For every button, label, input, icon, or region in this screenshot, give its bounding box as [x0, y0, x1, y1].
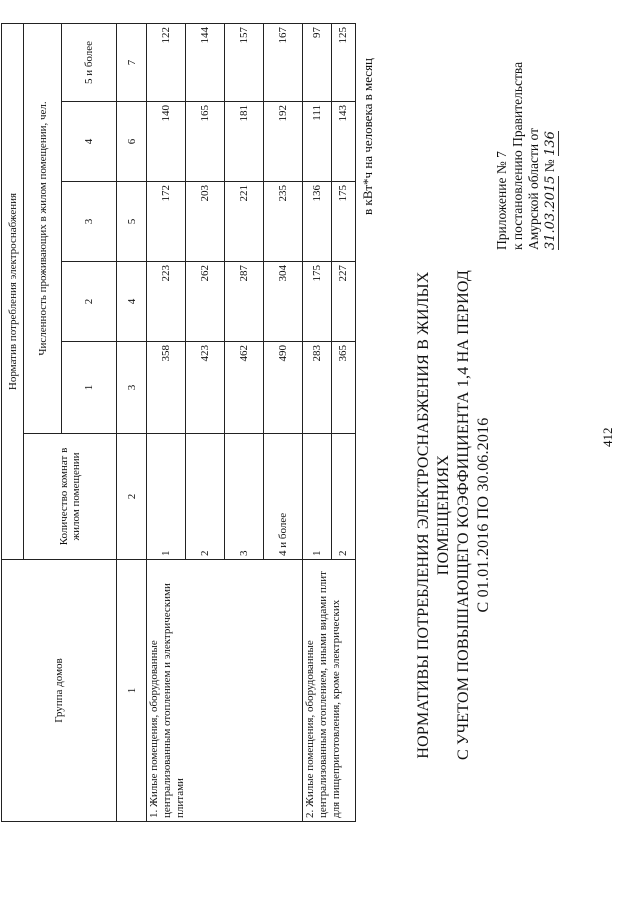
- table-row: [147, 23, 186, 821]
- value-cell: 181: [225, 102, 264, 182]
- page-number: 412: [600, 427, 615, 447]
- annex-number: 136: [543, 131, 558, 156]
- annex-line-1: Приложение № 7: [494, 151, 509, 250]
- rooms-cell: 1: [302, 434, 331, 560]
- header-norm: Норматив потребления электроснабжения: [2, 23, 24, 559]
- value-cell: 175: [302, 262, 331, 342]
- col-number: 7: [117, 23, 147, 101]
- value-cell: 203: [186, 182, 225, 262]
- annex-number-sign: №: [542, 159, 557, 173]
- value-cell: 175: [331, 182, 356, 262]
- value-cell: 287: [225, 262, 264, 342]
- header-residents: Численность проживающих в жилом помещении, чел.: [24, 23, 62, 433]
- value-cell: 221: [225, 182, 264, 262]
- value-cell: 136: [302, 182, 331, 262]
- value-cell: 235: [263, 182, 302, 262]
- value-cell: 122: [147, 23, 186, 101]
- table-row: [302, 23, 331, 821]
- col-number: 6: [117, 102, 147, 182]
- column-number-row: [117, 23, 147, 821]
- col-number: 4: [117, 262, 147, 342]
- annex-line-3: Амурской области от: [526, 128, 541, 250]
- value-cell: 192: [263, 102, 302, 182]
- header-residents-4: 4: [61, 102, 116, 182]
- value-cell: 223: [147, 262, 186, 342]
- value-cell: 365: [331, 342, 356, 434]
- col-number: 3: [117, 342, 147, 434]
- rooms-cell: 1: [147, 434, 186, 560]
- value-cell: 144: [186, 23, 225, 101]
- norms-table: [1, 23, 356, 822]
- header-rooms: Количество комнат в жилом помещении: [24, 434, 117, 560]
- value-cell: 143: [331, 102, 356, 182]
- group-name: 2. Жилые помещения, оборудованные централизованным отоплением, иными видами плит для пищеприготовления, кроме электрических: [302, 560, 355, 822]
- value-cell: 97: [302, 23, 331, 101]
- header-residents-3: 3: [61, 182, 116, 262]
- rooms-cell: 2: [331, 434, 356, 560]
- header-group: Группа домов: [2, 560, 117, 822]
- annex-date-number: [542, 62, 559, 250]
- annex-date: 31.03.2015: [543, 175, 558, 250]
- rooms-cell: 3: [225, 434, 264, 560]
- value-cell: 262: [186, 262, 225, 342]
- title-line-2: С УЧЕТОМ ПОВЫШАЮЩЕГО КОЭФФИЦИЕНТА 1,4 НА ПЕРИОД С 01.01.2016 ПО 30.06.2016: [455, 270, 492, 760]
- value-cell: 157: [225, 23, 264, 101]
- value-cell: 462: [225, 342, 264, 434]
- value-cell: 167: [263, 23, 302, 101]
- rooms-cell: 4 и более: [263, 434, 302, 560]
- header-residents-2: 2: [61, 262, 116, 342]
- annex-block: [494, 62, 559, 250]
- value-cell: 304: [263, 262, 302, 342]
- header-residents-5: 5 и более: [61, 23, 116, 101]
- header-residents-1: 1: [61, 342, 116, 434]
- value-cell: 423: [186, 342, 225, 434]
- annex-line-2: к постановлению Правительства: [510, 61, 525, 250]
- value-cell: 165: [186, 102, 225, 182]
- value-cell: 227: [331, 262, 356, 342]
- value-cell: 358: [147, 342, 186, 434]
- value-cell: 490: [263, 342, 302, 434]
- title-line-1: НОРМАТИВЫ ПОТРЕБЛЕНИЯ ЭЛЕКТРОСНАБЖЕНИЯ В ЖИЛЫХ ПОМЕЩЕНИЯХ: [415, 271, 452, 759]
- col-number: 2: [117, 434, 147, 560]
- value-cell: 172: [147, 182, 186, 262]
- value-cell: 140: [147, 102, 186, 182]
- col-number: 1: [117, 560, 147, 822]
- document-title: [414, 265, 494, 765]
- group-name: 1. Жилые помещения, оборудованные централизованным отоплением и электрическими плитами: [147, 560, 302, 822]
- value-cell: 283: [302, 342, 331, 434]
- rooms-cell: 2: [186, 434, 225, 560]
- col-number: 5: [117, 182, 147, 262]
- value-cell: 111: [302, 102, 331, 182]
- value-cell: 125: [331, 23, 356, 101]
- units-label: в кВт*ч на человека в месяц: [360, 57, 375, 215]
